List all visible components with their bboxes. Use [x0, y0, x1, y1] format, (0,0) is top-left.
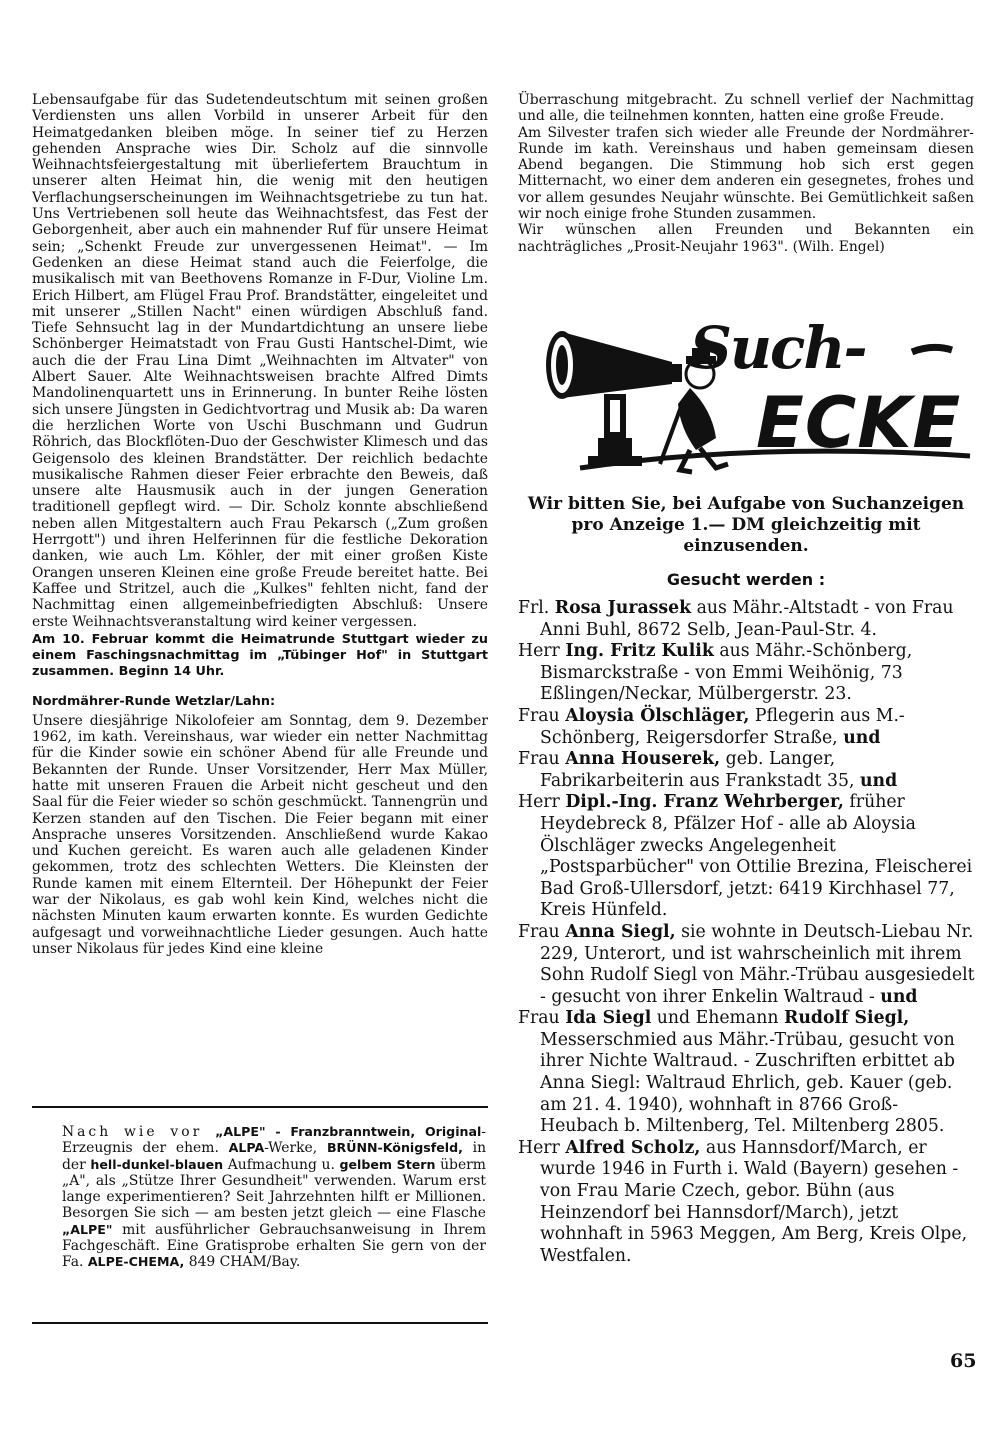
ad-text: „ALPE"	[62, 1221, 113, 1237]
divider-line	[32, 1106, 488, 1108]
ad-text: Nach wie vor	[62, 1124, 216, 1140]
logo-block-text: ECKE	[756, 382, 962, 464]
advertisement	[62, 1124, 486, 1271]
ad-text: BRÜNN-Königsfeld,	[326, 1140, 463, 1156]
search-entry: Frau Aloysia Ölschläger, Pflegerin aus M.-Schönberg, Reigersdorfer Straße, und	[518, 705, 905, 748]
ad-text: Aufmachung u.	[223, 1156, 340, 1173]
search-entry: Frl. Rosa Jurassek aus Mähr.-Altstadt - von Frau Anni Buhl, 8672 Selb, Jean-Paul-Str. 4.	[518, 598, 954, 640]
ad-text: -Erzeugnis der ehem.	[62, 1124, 486, 1157]
right-column	[518, 92, 974, 255]
search-entries	[518, 598, 976, 1267]
search-entry: Herr Dipl.-Ing. Franz Wehrberger, früher Heydebreck 8, Pfälzer Hof - alle ab Aloysia Ölschläger zwecks Angelegenheit „Postsparbücher" von Ottilie Brezina, Fleischerei Bad Groß-Ullersdorf, jetzt: 6419 Kirchhasel 77, Kreis Hünfeld.	[518, 792, 973, 921]
article-paragraph: Wir wünschen allen Freunden und Bekannten ein nachträgliches „Prosit-Neujahr 1963". (Wilh. Engel)	[518, 222, 974, 255]
ad-text: „ALPE" - Franzbranntwein, Original	[215, 1124, 482, 1139]
notice-text: Wir bitten Sie, bei Aufgabe von Suchanzeigen pro Anzeige 1.— DM gleichzeitig mit einzusenden.	[527, 494, 965, 556]
article-paragraph: Unsere diesjährige Nikolofeier am Sonntag, dem 9. Dezember 1962, im kath. Vereinshaus, war wieder ein netter Nachmittag für die Kinder sowie ein schöner Abend für alle Freunde und Bekannten der Runde. Unser Vorsitzender, Herr Max Müller, hatte mit unseren Frauen die Arbeit nicht gescheut und den Saal für die Feier wieder so schön geschmückt. Tannengrün und Kerzen standen auf den Tischen. Die Feier begann mit einer Ansprache unseres Vorsitzenden. Anschließend wurde Kakao und Kuchen gereicht. Es waren auch alle geladenen Kinder gekommen, trotz des schlechten Wetters. Die Kleinsten der Runde kamen mit einem Elternteil. Der Höhepunkt der Feier war der Nikolaus, es gab wohl kein Kind, welches nicht die nächsten Minuten kaum erwarten konnte. Es wurden Gedichte aufgesagt und vorweihnachtliche Lieder gesungen. Auch hatte unser Nikolaus für jedes Kind eine kleine	[32, 712, 488, 957]
page-number: 65	[950, 1350, 977, 1372]
ad-text: in der	[62, 1140, 487, 1173]
search-entry: Frau Ida Siegl und Ehemann Rudolf Siegl, Messerschmied aus Mähr.-Trübau, gesucht von ihrer Nichte Waltraud. - Zuschriften erbittet ab Anna Siegl: Waltraud Ehrlich, geb. Kauer (geb. am 21. 4. 1940), wohnhaft in 8766 Groß-Heubach b. Miltenberg, Tel. Miltenberg 2805.	[518, 1008, 955, 1137]
ad-text: hell-dunkel-blauen	[90, 1156, 224, 1172]
ad-text: mit ausführlicher Gebrauchsanweisung in Ihrem Fachgeschäft. Eine Gratisprobe erhalten Sie gern von der Fa.	[62, 1221, 486, 1271]
section-heading: Nordmährer-Runde Wetzlar/Lahn:	[32, 693, 276, 709]
article-paragraph: Am Silvester trafen sich wieder alle Freunde der Nordmährer-Runde im kath. Vereinshaus und haben gemeinsam diesen Abend begangen. Die Stimmung hob sich erst gegen Mitternacht, wo einer dem anderen ein gesegnetes, frohes und vor allem gesundes Neujahr wünschte. Bei Gemütlichkeit saßen wir noch einige frohe Stunden zusammen.	[518, 124, 974, 223]
gesucht-heading: Gesucht werden :	[666, 570, 826, 589]
search-entry: Frau Anna Houserek, geb. Langer, Fabrikarbeiterin aus Frankstadt 35, und	[518, 749, 898, 791]
search-entry: Frau Anna Siegl, sie wohnte in Deutsch-Liebau Nr. 229, Unterort, und ist wahrscheinlich mit ihrem Sohn Rudolf Siegl von Mähr.-Trübau ausgesiedelt - gesucht von ihrer Enkelin Waltraud - und	[518, 921, 975, 1007]
announcement: Am 10. Februar kommt die Heimatrunde Stuttgart wieder zu einem Faschingsnachmittag im „Tübinger Hof" in Stuttgart zusammen. Beginn 14 Uhr.	[32, 631, 488, 679]
search-entry: Herr Alfred Scholz, aus Hannsdorf/March, er wurde 1946 in Furth i. Wald (Bayern) gesehen - von Frau Marie Czech, gebor. Bühn (aus Heinzendorf bei Hannsdorf/March), jetzt wohnhaft in 5963 Meggen, Am Berg, Kreis Olpe, Westfalen.	[518, 1137, 968, 1266]
such-ecke-logo	[540, 314, 976, 476]
ad-text: ALPA	[228, 1140, 265, 1156]
ad-text: ALPE-CHEMA,	[87, 1254, 185, 1270]
divider-line	[32, 1322, 488, 1324]
article-paragraph: Lebensaufgabe für das Sudetendeutschtum mit seinen großen Verdiensten uns allen Vorbild in unserer Arbeit für den Heimatgedanken bleiben möge. In seiner tief zu Herzen gehenden Ansprache wies Dir. Scholz auf die sinnvolle Weihnachtsfeiergestaltung mit überliefertem Brauchtum in unserer alten Heimat hin, die wenig mit den heutigen Verflachungserscheinungen im Weihnachtsgetriebe zu tun hat. Uns Vertriebenen soll heute das Weihnachtsfest, das Fest der Geborgenheit, aber auch ein mahnender Ruf für unsere Heimat sein; „Schenkt Freude zur unvergessenen Heimat". — Im Gedenken an diese Heimat stand auch die Feierfolge, die musikalisch mit van Beethovens Romanze in F-Dur, Violine Lm. Erich Hilbert, am Flügel Frau Prof. Brandstätter, eingeleitet und mit unserer „Stillen Nacht" einen würdigen Abschluß fand. Tiefe Sehnsucht lag in der Mundartdichtung an unsere liebe Schönberger Heimatstadt von Frau Gusti Hantschel-Dimt, wie auch die der Frau Lina Dimt „Weihnachten im Altvater" von Albert Sauer. Alte Weihnachtsweisen brachte Alfred Dimts Mandolinenquartett uns in Erinnerung. In bunter Reihe lösten sich unsere Jüngsten in Gedichtvortrag und Musik ab: Da waren die herzlichen Worte von Uschi Buschmann und Gudrun Röhrich, das Blockflöten-Duo der Geschwister Klimesch und das Geigensolo des kleinen Brandstätter. Der reichlich bedachte musikalische Rahmen dieser Feier erbrachte den Beweis, daß unsere alte Hausmusik auch in der jungen Generation traditionell gepflegt wird. — Dir. Scholz konnte abschließend neben allen Mitgestaltern auch Frau Pekarsch („Zum großen Herrgott") und ihren Helferinnen für die festliche Dekoration danken, wie auch Lm. Köhler, der mit einer großen Kiste Orangen unseren Kleinen eine große Freude bereitet hatte. Bei Kaffee und Stritzel, auch die „Kulkes" fehlten nicht, fand der Nachmittag einen allgemeinbefriedigten Abschluß: Unsere erste Weihnachtsveranstaltung wird keiner vergessen.	[32, 92, 488, 630]
search-entry: Herr Ing. Fritz Kulik aus Mähr.-Schönberg, Bismarckstraße - von Emmi Weihönig, 73 Eßlingen/Neckar, Mülbergerstr. 23.	[518, 641, 913, 705]
ad-text: überm „A", als „Stütze Ihrer Gesundheit" verwenden. Warum erst lange experimentieren? Seit Jahrzehnten hilft er Millionen. Besorgen Sie sich — am besten jetzt gleich — eine Flasche	[62, 1156, 486, 1222]
left-column	[32, 92, 488, 957]
ad-text: -Werke,	[264, 1140, 327, 1157]
ad-text: 849 CHAM/Bay.	[184, 1254, 301, 1271]
article-paragraph: Überraschung mitgebracht. Zu schnell verlief der Nachmittag und alle, die teilnehmen konnten, hatten eine große Freude.	[518, 92, 974, 125]
logo-script-text: Such-	[690, 314, 866, 382]
ad-text: gelbem Stern	[339, 1156, 436, 1172]
